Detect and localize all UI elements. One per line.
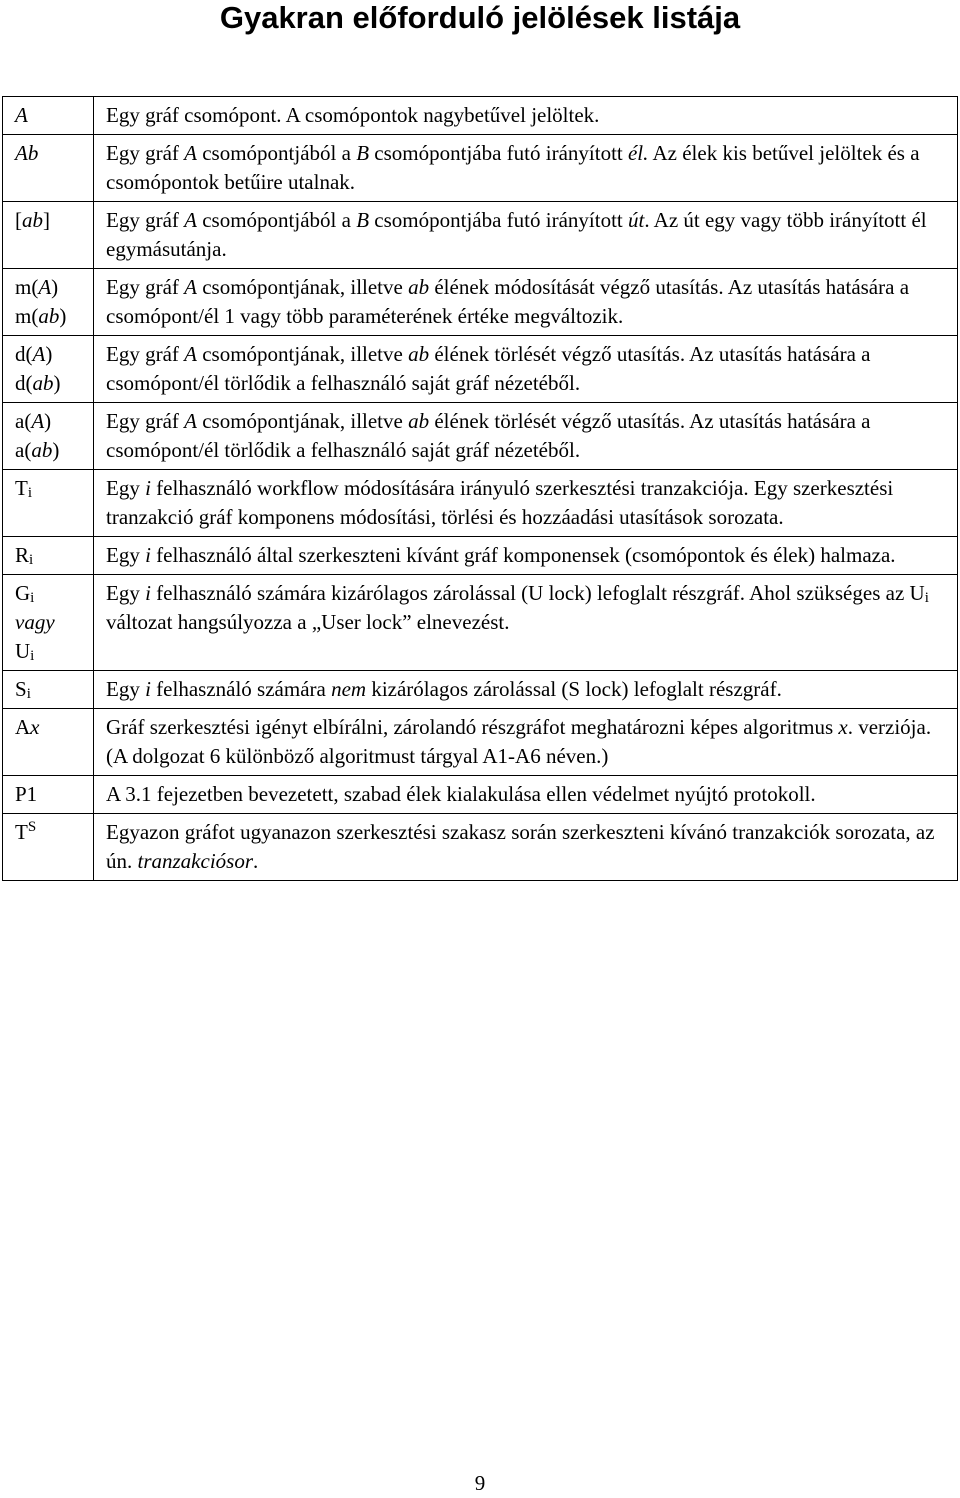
text-run: x	[30, 715, 40, 739]
text-run: A	[184, 141, 197, 165]
notation-description	[94, 97, 958, 135]
notation-description	[94, 336, 958, 403]
notation-description	[94, 709, 958, 776]
text-run: A	[184, 275, 197, 299]
text-run: változat hangsúlyozza a „User lock” elnevezést.	[106, 610, 510, 634]
notation-symbol	[3, 336, 94, 403]
symbol-line	[15, 273, 85, 302]
symbol-line	[15, 713, 85, 742]
text-run: A	[15, 103, 28, 127]
text-run: . verziója. (A dolgozat 6 különböző algoritmust tárgyal A1-A6 néven.)	[106, 715, 932, 768]
text-run: m(	[15, 304, 39, 328]
symbol-line	[15, 206, 85, 235]
text-run: a(	[15, 409, 32, 433]
notation-row	[3, 814, 958, 881]
text-run: i	[924, 590, 929, 606]
notation-row	[3, 537, 958, 575]
text-run: S	[27, 819, 37, 835]
symbol-line	[15, 407, 85, 436]
notation-symbol	[3, 575, 94, 671]
notation-symbol	[3, 269, 94, 336]
text-run: )	[59, 304, 67, 328]
symbol-line	[15, 139, 85, 168]
symbol-line	[15, 369, 85, 398]
text-run: csomópontjának, illetve	[196, 275, 409, 299]
text-run: d(	[15, 342, 33, 366]
notation-symbol	[3, 709, 94, 776]
text-run: felhasználó workflow módosítására irányuló szerkesztési tranzakciója. Egy szerkesztési tranzakció gráf komponens módosítási, törlési és hozzáadási utasítások sorozata.	[106, 476, 894, 529]
text-run: i	[30, 648, 35, 664]
text-run: ]	[43, 208, 50, 232]
text-run: )	[45, 342, 53, 366]
text-run: B	[356, 208, 370, 232]
text-run: Egy	[106, 677, 146, 701]
text-run: Az élek kis betűvel jelöltek és a csomópontok betűire utalnak.	[106, 141, 920, 194]
text-run: i	[27, 485, 32, 501]
text-run: P1	[15, 782, 38, 806]
text-run: G	[15, 581, 31, 605]
text-run: ab	[408, 342, 430, 366]
symbol-line	[15, 818, 85, 847]
text-run: élének törlését végző utasítás. Az utasítás hatására a csomópont/él törlődik a felhasználó saját gráf nézetéből.	[106, 409, 871, 462]
text-run: Egy gráf	[106, 342, 185, 366]
symbol-line	[15, 780, 85, 809]
text-run: csomópontjának, illetve	[196, 409, 409, 433]
text-run: csomópontjába futó irányított	[369, 208, 628, 232]
text-run: csomópontjába futó irányított	[369, 141, 628, 165]
notation-symbol	[3, 814, 94, 881]
notation-row	[3, 269, 958, 336]
page-title: Gyakran előforduló jelölések listája	[219, 0, 741, 35]
symbol-line	[15, 637, 85, 666]
text-run: U	[15, 639, 31, 663]
text-run: kizárólagos zárolással (S lock) lefoglalt részgráf.	[366, 677, 782, 701]
text-run: ab	[31, 438, 53, 462]
text-run: )	[51, 275, 59, 299]
text-run: )	[53, 371, 61, 395]
text-run: Egy gráf csomópont. A csomópontok nagybetűvel jelöltek.	[106, 103, 600, 127]
text-run: i	[145, 581, 151, 605]
text-run: )	[52, 438, 60, 462]
text-run: vagy	[15, 610, 55, 634]
text-run: T	[15, 476, 28, 500]
text-run: Egy	[106, 476, 146, 500]
notation-symbol	[3, 202, 94, 269]
notation-row	[3, 202, 958, 269]
notation-symbol	[3, 135, 94, 202]
notation-symbol	[3, 537, 94, 575]
text-run: ab	[38, 304, 60, 328]
text-run: B	[356, 141, 370, 165]
text-run: Egyazon gráfot ugyanazon szerkesztési szakasz során szerkeszteni kívánó tranzakciók sorozata, az ún.	[106, 820, 935, 873]
text-run: i	[145, 677, 151, 701]
text-run: m(	[15, 275, 39, 299]
text-run: Ab	[15, 141, 39, 165]
text-run: felhasználó számára kizárólagos zárolással (U lock) lefoglalt részgráf. Ahol szükséges az U	[150, 581, 925, 605]
text-run: R	[15, 543, 30, 567]
text-run: élének törlését végző utasítás. Az utasítás hatására a csomópont/él törlődik a felhasználó saját gráf nézetéből.	[106, 342, 871, 395]
symbol-line	[15, 436, 85, 465]
symbol-line	[15, 474, 85, 503]
text-run: Gráf szerkesztési igényt elbírálni, zárolandó részgráfot meghatározni képes algoritmus	[106, 715, 839, 739]
notation-description	[94, 575, 958, 671]
text-run: A	[31, 409, 45, 433]
notation-description	[94, 814, 958, 881]
text-run: csomópontjából a	[196, 208, 357, 232]
text-run: )	[44, 409, 52, 433]
symbol-line	[15, 302, 85, 331]
notation-table-body	[3, 97, 958, 881]
text-run: felhasználó számára	[150, 677, 332, 701]
text-run: i	[29, 552, 34, 568]
text-run: i	[145, 543, 151, 567]
text-run: Egy	[106, 581, 146, 605]
text-run: ab	[32, 371, 54, 395]
text-run: A 3.1 fejezetben bevezetett, szabad élek kialakulása ellen védelmet nyújtó protokoll.	[106, 782, 816, 806]
text-run: T	[15, 820, 28, 844]
notation-table	[2, 96, 958, 881]
text-run: A	[15, 715, 31, 739]
notation-description	[94, 671, 958, 709]
text-run: d(	[15, 371, 33, 395]
text-run: . Az út egy vagy több irányított él egymásutánja.	[106, 208, 927, 261]
notation-description	[94, 269, 958, 336]
text-run: i	[145, 476, 151, 500]
text-run: A	[184, 409, 197, 433]
text-run: i	[30, 590, 35, 606]
text-run: Egy gráf	[106, 409, 185, 433]
notation-row	[3, 336, 958, 403]
text-run: Egy	[106, 543, 146, 567]
text-run: ab	[408, 275, 430, 299]
text-run: i	[26, 686, 31, 702]
notation-description	[94, 537, 958, 575]
notation-description	[94, 470, 958, 537]
text-run: A	[32, 342, 46, 366]
text-run: A	[38, 275, 52, 299]
text-run: A	[184, 342, 197, 366]
text-run: ab	[22, 208, 43, 232]
symbol-line	[15, 101, 85, 130]
text-run: [	[15, 208, 22, 232]
text-run: A	[184, 208, 197, 232]
text-run: x	[838, 715, 848, 739]
notation-row	[3, 470, 958, 537]
text-run: felhasználó által szerkeszteni kívánt gráf komponensek (csomópontok és élek) halmaza.	[150, 543, 896, 567]
text-run: csomópontjának, illetve	[196, 342, 409, 366]
notation-row	[3, 135, 958, 202]
notation-row	[3, 97, 958, 135]
notation-row	[3, 575, 958, 671]
notation-row	[3, 776, 958, 814]
text-run: él.	[627, 141, 649, 165]
text-run: tranzakciósor	[137, 849, 253, 873]
notation-description	[94, 135, 958, 202]
text-run: S	[15, 677, 27, 701]
text-run: ab	[408, 409, 430, 433]
notation-row	[3, 709, 958, 776]
text-run: .	[253, 849, 259, 873]
notation-row	[3, 671, 958, 709]
notation-row	[3, 403, 958, 470]
text-run: élének módosítását végző utasítás. Az utasítás hatására a csomópont/él 1 vagy több paraméterének értéke megváltozik.	[106, 275, 910, 328]
text-run: út	[627, 208, 645, 232]
notation-symbol	[3, 470, 94, 537]
text-run: a(	[15, 438, 32, 462]
symbol-line	[15, 675, 85, 704]
text-run: csomópontjából a	[196, 141, 357, 165]
notation-symbol	[3, 671, 94, 709]
symbol-line	[15, 579, 85, 608]
notation-symbol	[3, 97, 94, 135]
page-number: 9	[474, 1471, 486, 1495]
text-run: Egy gráf	[106, 141, 185, 165]
notation-description	[94, 202, 958, 269]
symbol-line	[15, 608, 85, 637]
text-run: Egy gráf	[106, 208, 185, 232]
notation-symbol	[3, 776, 94, 814]
text-run: nem	[331, 677, 367, 701]
notation-description	[94, 776, 958, 814]
symbol-line	[15, 541, 85, 570]
symbol-line	[15, 340, 85, 369]
text-run: Egy gráf	[106, 275, 185, 299]
notation-symbol	[3, 403, 94, 470]
notation-description	[94, 403, 958, 470]
